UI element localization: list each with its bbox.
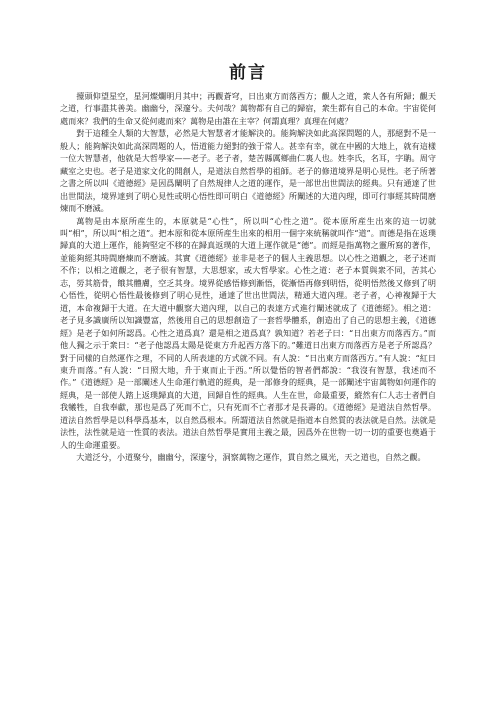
paragraph-4: 大道泛兮，小道聚兮，幽幽兮，深邃兮，洞察萬物之運作，貫自然之風光，天之道也，自然之觀。 [76,452,426,463]
paragraph-1: 擡頭仰望星空，星河燦爛明月其中；再觀蒼穹，日出東方而落西方；觀人之道，衆人各有所歸；觀天之道，行事盡其善美。幽幽兮，深邃兮。夫何哉？萬物都有自己的歸宿，衆生都有自己的本命。宇宙從何處而來？我們的生命又從何處而來？萬物是由誰在主宰？何謂真理？真理在何處？ [60,91,436,126]
document-page [60,62,436,464]
document-title: 前言 [229,63,267,83]
paragraph-2: 對于這種全人類的大智慧，必然是大智慧者才能解決的。能夠解決如此高深問題的人，那絕對不是一般人；能夠解決如此高深問題的人，悟道能力絕對的強于常人。甚幸有幸，就在中國的大地上，就有這樣一位大智慧者，他就是大哲學家——老子。老子者，楚苦縣厲鄉曲仁裏人也。姓李氏，名耳，字聃。周守藏室之史也。老子是道家文化的開創人，是道法自然哲學的祖師。老子的修道境界是明心見性。老子所著之書之所以叫《道德經》是因爲闡明了自然規律人之道的運作，是一部世出世間法的經典。只有通達了世出世間法，境界達到了明心見性或明心悟性即可明白《道德經》所闡述的大道內理，即可行事經其時間磨煉而不磨滅。 [60,128,436,214]
paragraph-3: 萬物是由本原所産生的，本原就是“心性”，所以叫“心性之道”。從本原所産生出來的這一切就叫“相”，所以叫“相之道”。把本原和從本原所産生出來的相用一個字來統稱就叫作“道”。而德是指在返璞歸真的大道上運作，能夠堅定不移的在歸真返璞的大道上運作就是“德”。而經是指萬物之靈所寫的著作，並能夠經其時間磨煉而不磨滅。其實《道德經》並非是老子的個人主義思想。以心性之道觀之，老子述而不作；以相之道觀之，老子很有智慧，大思想家，或大哲學家。心性之道：老子本質與衆不同，苦其心志，勞其筋骨，餓其體膚，空乏其身。境界從感悟修到漸悟，從漸悟再修到明悟，從明悟然後又修到了明心悟性，從明心悟性最後修到了明心見性，通達了世出世間法，精通大道內理。老子者，心神複歸于大道，本命複歸于大道。在大道中觀察大道內理，以自己的表達方式進行闡述就成了《道德經》。相之道：老子見多識廣所以知識豐富，然後用自己的思想創造了一套哲學體系，創造出了自己的思想主義，《道德經》是老子如何所認爲。心性之道爲真？還是相之道爲真？孰知道？若老子曰：“日出東方而落西方。”而他人獨之示于衆曰：“老子他認爲太陽是從東方升起西方落下的。”難道日出東方而落西方是老子所認爲？對于同樣的自然運作之理，不同的人所表達的方式就不同。有人說：“日出東方而落西方。”有人說：“紅日東升而落。”有人說：“日照大地，升于東而止于西。”所以覺悟的智者們都說：“我沒有智慧，我述而不作。”《道德經》是一部闡述人生命運行軌道的經典，是一部修身的經典，是一部闡述宇宙萬物如何運作的經典，是一部使人踏上返璞歸真的大道，回歸自性的經典。人生在世，命最重要，縱然有仁人志士者們自我犧牲，自我奉獻，那也是爲了死而不亡，只有死而不亡者那才是長壽的。《道德經》是道法自然哲學。道法自然哲學是以科學爲基本，以自然爲根本。所謂道法自然就是指道本自然質的表法就是自然。法就是法性，法性就是這一性質的表法。道法自然哲學是實用主義之最，因爲外在世物一切一切的重要也奠過于人的生命運重要。 [60,215,436,450]
